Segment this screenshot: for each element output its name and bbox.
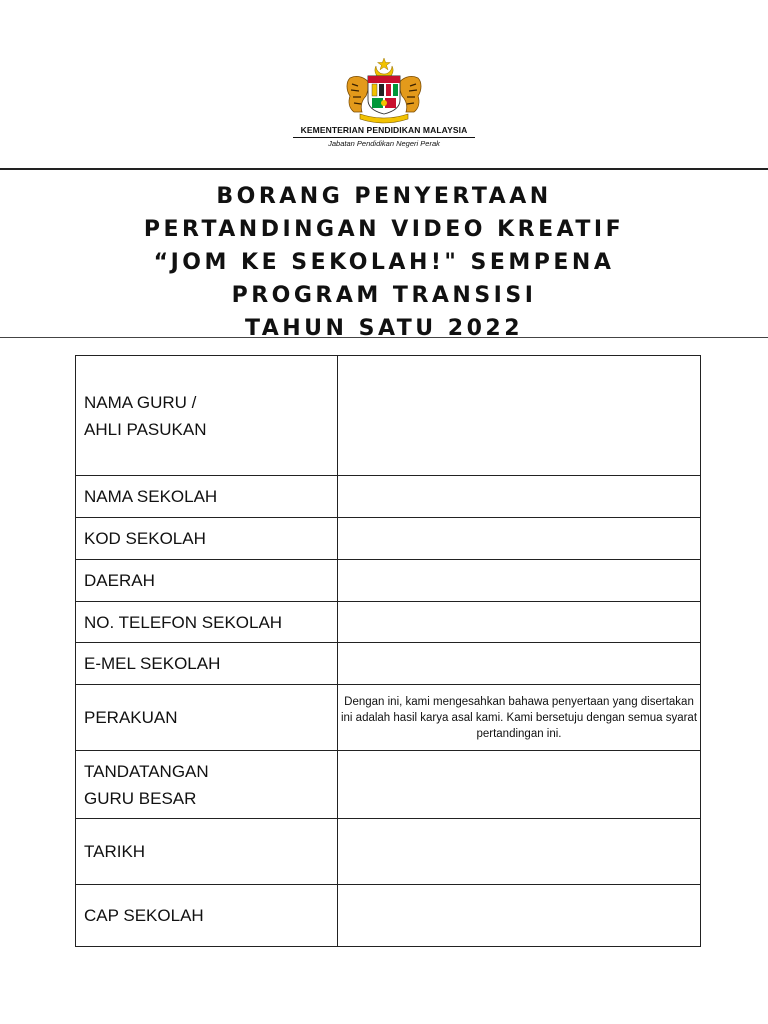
title-line-1: BORANG PENYERTAAN bbox=[216, 184, 552, 209]
label-school-name: NAMA SEKOLAH bbox=[76, 476, 338, 518]
row-date bbox=[76, 819, 701, 885]
title-line-3: “JOM KE SEKOLAH!" SEMPENA bbox=[153, 250, 615, 275]
label-teacher-name-line2: AHLI PASUKAN bbox=[84, 419, 207, 439]
label-date: TARIKH bbox=[76, 819, 338, 885]
ministry-divider bbox=[293, 137, 475, 138]
field-district[interactable] bbox=[338, 560, 701, 602]
label-teacher-name bbox=[76, 356, 338, 476]
label-headmaster-signature bbox=[76, 751, 338, 819]
row-school-email bbox=[76, 643, 701, 685]
field-school-stamp[interactable] bbox=[338, 885, 701, 947]
row-school-stamp bbox=[76, 885, 701, 947]
malaysia-coat-of-arms-icon bbox=[336, 56, 432, 124]
label-school-stamp: CAP SEKOLAH bbox=[76, 885, 338, 947]
field-school-name[interactable] bbox=[338, 476, 701, 518]
row-headmaster-signature bbox=[76, 751, 701, 819]
field-school-phone[interactable] bbox=[338, 602, 701, 643]
row-declaration bbox=[76, 685, 701, 751]
declaration-text: Dengan ini, kami mengesahkan bahawa penyertaan yang disertakan ini adalah hasil karya asal kami. Kami bersetuju dengan semua syarat pertandingan ini. bbox=[338, 685, 701, 751]
row-teacher-name bbox=[76, 356, 701, 476]
letterhead bbox=[0, 0, 768, 168]
label-school-code: KOD SEKOLAH bbox=[76, 518, 338, 560]
row-district bbox=[76, 560, 701, 602]
field-school-code[interactable] bbox=[338, 518, 701, 560]
label-teacher-name-line1: NAMA GURU / bbox=[84, 392, 197, 412]
title-line-2: PERTANDINGAN VIDEO KREATIF bbox=[143, 217, 625, 242]
form-title-block bbox=[0, 168, 768, 341]
row-school-name bbox=[76, 476, 701, 518]
field-school-email[interactable] bbox=[338, 643, 701, 685]
label-school-phone: NO. TELEFON SEKOLAH bbox=[76, 602, 338, 643]
field-date[interactable] bbox=[338, 819, 701, 885]
row-school-code bbox=[76, 518, 701, 560]
title-line-4: PROGRAM TRANSISI bbox=[231, 283, 537, 308]
label-district: DAERAH bbox=[76, 560, 338, 602]
ministry-name: KEMENTERIAN PENDIDIKAN MALAYSIA bbox=[300, 125, 468, 135]
label-headmaster-signature-line1: TANDATANGAN bbox=[84, 761, 209, 781]
title-line-5: TAHUN SATU 2022 bbox=[244, 316, 524, 341]
label-school-email: E-MEL SEKOLAH bbox=[76, 643, 338, 685]
label-declaration: PERAKUAN bbox=[76, 685, 338, 751]
department-name: Jabatan Pendidikan Negeri Perak bbox=[328, 139, 440, 148]
label-headmaster-signature-line2: GURU BESAR bbox=[84, 788, 197, 808]
field-headmaster-signature[interactable] bbox=[338, 751, 701, 819]
row-school-phone bbox=[76, 602, 701, 643]
field-teacher-name[interactable] bbox=[338, 356, 701, 476]
entry-form-table bbox=[75, 355, 701, 947]
